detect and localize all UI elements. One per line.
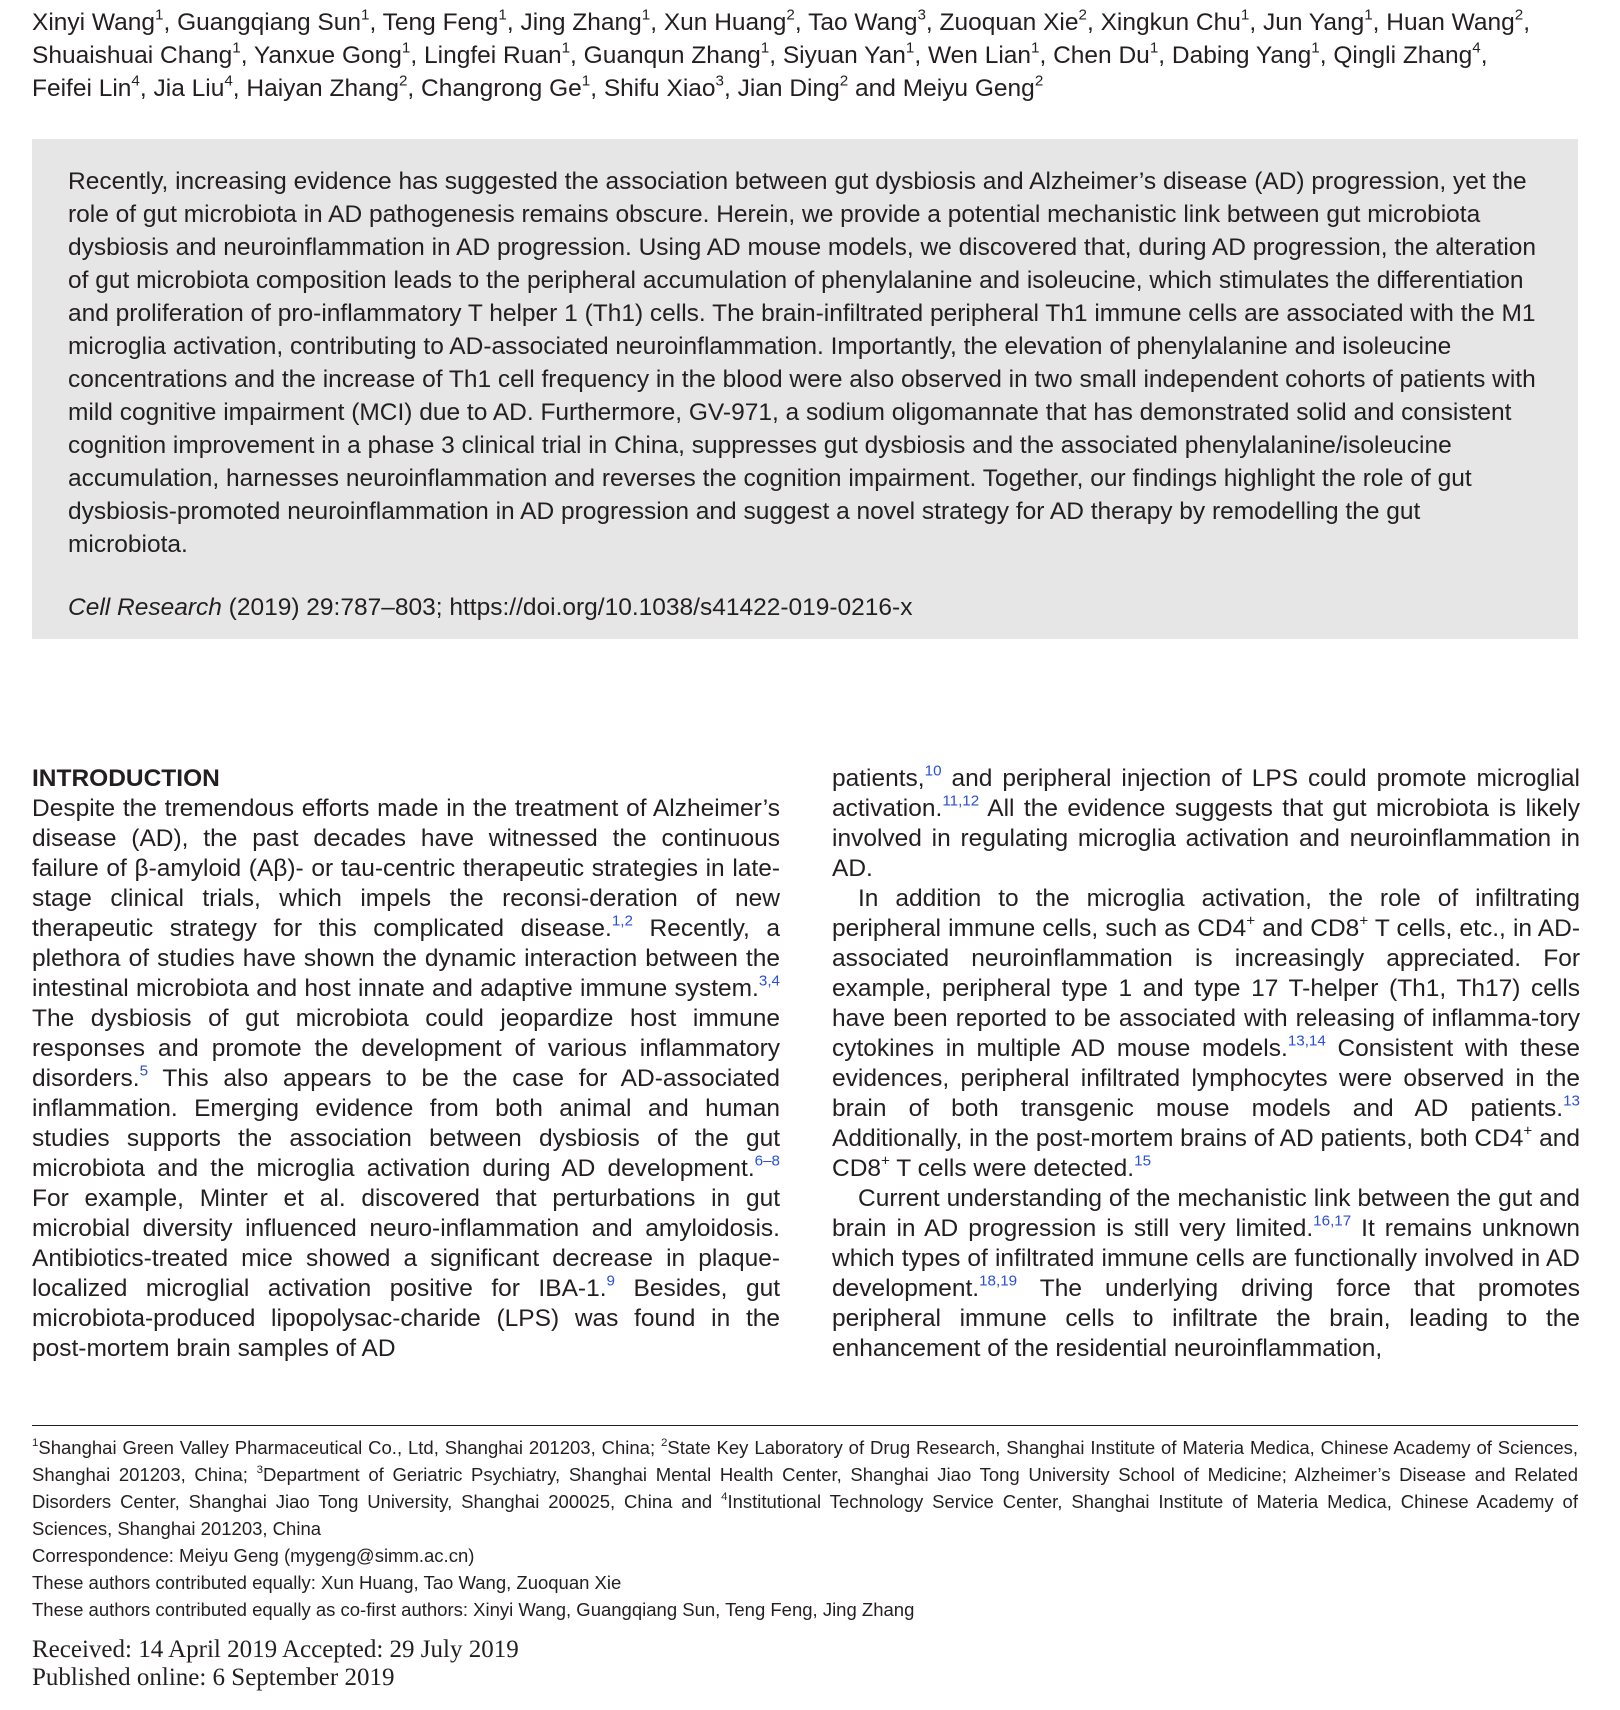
author-name-text: Jian Ding — [737, 75, 840, 102]
author-name: Guanqun Zhang$^1$, — [583, 39, 777, 69]
affiliation-marker: 1 — [498, 6, 507, 24]
author-name-text: Meiyu Geng — [902, 75, 1035, 102]
right-column-paragraphs — [832, 764, 1580, 1364]
author-name: Shifu Xiao$^3$, — [603, 72, 731, 102]
affiliation-marker: 2 — [839, 72, 849, 90]
abstract-box — [32, 139, 1578, 639]
author-name-text: Lingfei Ruan — [424, 42, 562, 69]
journal-name: Cell Research — [68, 594, 222, 621]
citation-link[interactable]: 5 — [139, 1062, 149, 1080]
citation-details: (2019) 29:787–803; https://doi.org/10.1038/s41422-019-0216-x — [221, 594, 913, 621]
text-run: and CD8 — [1255, 915, 1360, 942]
author-name: Shuaishuai Chang$^1$, — [32, 39, 248, 69]
footnote-line — [32, 1542, 1578, 1569]
text-run: Institutional Technology Service Center, Shanghai Institute of Materia Medica, Chinese Academy of Sciences, Shanghai 201203, China — [32, 1491, 1578, 1539]
author-name: Siyuan Yan$^1$, — [782, 39, 922, 69]
superscript: 3 — [256, 1463, 263, 1476]
affiliation-marker: 1 — [1311, 39, 1320, 57]
author-name: Jun Yang$^1$, — [1262, 6, 1380, 36]
author-name-text: Xinyi Wang — [32, 9, 156, 36]
published-date: Published online: 6 September 2019 — [32, 1664, 395, 1691]
superscript: + — [1246, 912, 1256, 930]
footnotes — [32, 1434, 1578, 1623]
affiliation-marker: 1 — [361, 6, 370, 24]
text-run: Department of Geriatric Psychiatry, Shanghai Mental Health Center, Shanghai Jiao Tong University School of Medicine; Alzheimer’s Disease and Related Disorders Center, Shanghai Jiao Tong University, Shanghai 200025, China and — [32, 1464, 1579, 1512]
citation-link[interactable]: 13,14 — [1287, 1032, 1326, 1050]
body-paragraph — [32, 794, 780, 1364]
author-name-text: Feifei Lin — [32, 75, 132, 102]
text-run: The underlying driving force that promotes peripheral immune cells to infiltrate the brain, leading to the enhancement of the residential neuroinflammation, — [832, 1275, 1580, 1362]
text-run: patients, — [832, 765, 925, 792]
author-name: Xingkun Chu$^1$, — [1100, 6, 1257, 36]
citation-link[interactable]: 13 — [1563, 1092, 1580, 1110]
citation-link[interactable]: 11,12 — [942, 792, 980, 810]
affiliation-marker: 2 — [786, 6, 795, 24]
text-run: This also appears to be the case for AD-associated inflammation. Emerging evidence from both animal and human studies supports the association between dysbiosis of the gut microbiota and the microglia activation during AD development. — [32, 1065, 780, 1182]
author-name: Yanxue Gong$^1$, — [253, 39, 418, 69]
text-run: State Key Laboratory of Drug Research, Shanghai Institute of Materia Medica, Chinese Academy of Sciences, Shanghai 201203, China; — [32, 1437, 1578, 1485]
author-name: Zuoquan Xie$^2$, — [939, 6, 1094, 36]
affiliation-marker: 2 — [1034, 72, 1044, 90]
text-run: The dysbiosis of gut microbiota could jeopardize host immune responses and promote the development of various inflammatory disorders. — [32, 1005, 780, 1092]
author-name-text: Zuoquan Xie — [939, 9, 1079, 36]
article-dates — [32, 1636, 519, 1692]
citation-link[interactable]: 3,4 — [758, 972, 780, 990]
author-list: Xinyi Wang$^1$, Guangqiang Sun$^1$, Teng Feng$^1$, Jing Zhang$^1$, Xun Huang$^2$, Tao Wang$^3$, Zuoquan Xie$^2$, Xingkun Chu$^1$, Jun Yang$^1$, Huan Wang$^2$, Shuaishuai Chang$^1$, Yanxue Gong$^1$, Lingfei Ruan$^1$, Guanqun Zhang$^1$, Siyuan Yan$^1$, Wen Lian$^1$, Chen Du$^1$, Dabing Yang$^1$, Qingli Zhang$^4$, Feifei Lin$^4$, Jia Liu$^4$, Haiyan Zhang$^2$, Changrong Ge$^1$, Shifu Xiao$^3$, Jian Ding$^2$ and Meiyu Geng$^2$ — [32, 6, 1531, 102]
text-run: Additionally, in the post-mortem brains of AD patients, both CD4 — [832, 1125, 1524, 1152]
author-name: Qingli Zhang$^4$, — [1333, 39, 1488, 69]
author-name-text: Chen Du — [1053, 42, 1150, 69]
author-name-text: Jing Zhang — [520, 9, 642, 36]
footnote-line — [32, 1569, 1578, 1596]
author-name-text: Changrong Ge — [421, 75, 582, 102]
text-run: Despite the tremendous efforts made in the treatment of Alzheimer’s disease (AD), the past decades have witnessed the continuous failure of β-amyloid (Aβ)- or tau-centric therapeutic strategies in late-stage clinical trials, which impels the reconsi-deration of new therapeutic strategy for this complicated disease. — [32, 795, 780, 942]
superscript: 1 — [32, 1436, 39, 1449]
affiliation-marker: 3 — [917, 6, 926, 24]
received-accepted-dates: Received: 14 April 2019 Accepted: 29 July 2019 — [32, 1636, 519, 1663]
author-name-text: Guanqun Zhang — [583, 42, 761, 69]
author-name-text: Shifu Xiao — [603, 75, 716, 102]
body-paragraph — [832, 764, 1580, 884]
body-paragraph — [832, 1184, 1580, 1364]
citation-link[interactable]: 16,17 — [1313, 1212, 1352, 1230]
affiliation-marker: 1 — [401, 39, 411, 57]
author-name: Wen Lian$^1$, — [927, 39, 1047, 69]
author-name-text: Tao Wang — [808, 9, 918, 36]
citation-link[interactable]: 18,19 — [979, 1272, 1018, 1290]
author-name-text: Qingli Zhang — [1333, 42, 1473, 69]
footnote-line — [32, 1596, 1578, 1623]
author-name: Feifei Lin$^4$, — [32, 72, 147, 102]
author-name-text: Jun Yang — [1262, 9, 1365, 36]
affiliation-marker: 1 — [581, 72, 591, 90]
author-name — [737, 72, 849, 102]
text-run: and CD8 — [832, 1125, 1580, 1182]
author-name-text: Yanxue Gong — [253, 42, 402, 69]
author-name — [902, 72, 1044, 102]
affiliation-marker: 1 — [1240, 6, 1250, 24]
affiliation-marker: 1 — [760, 39, 770, 57]
text-run: Recently, a plethora of studies have shown the dynamic interaction between the intestinal microbiota and host innate and adaptive immune system. — [32, 915, 780, 1002]
author-name-text: Guangqiang Sun — [177, 9, 361, 36]
citation-link[interactable]: 6–8 — [754, 1152, 780, 1170]
author-name-text: Shuaishuai Chang — [32, 42, 233, 69]
author-name: Jing Zhang$^1$, — [520, 6, 657, 36]
text-run: It remains unknown which types of infiltrated immune cells are functionally involved in AD development. — [832, 1215, 1580, 1302]
affiliation-marker: 4 — [131, 72, 140, 90]
abstract-text: Recently, increasing evidence has suggested the association between gut dysbiosis and Alzheimer’s disease (AD) progression, yet the role of gut microbiota in AD pathogenesis remains obscure. Herein, we provide a potential mechanistic link between gut microbiota dysbiosis and neuroinflammation in AD progression. Using AD mouse models, we discovered that, during AD progression, the alteration of gut microbiota composition leads to the peripheral accumulation of phenylalanine and isoleucine, which stimulates the differentiation and proliferation of pro-inflammatory T helper 1 (Th1) cells. The brain-infiltrated peripheral Th1 immune cells are associated with the M1 microglia activation, contributing to AD-associated neuroinflammation. Importantly, the elevation of phenylalanine and isoleucine concentrations and the increase of Th1 cell frequency in the blood were also observed in two small independent cohorts of patients with mild cognitive impairment (MCI) due to AD. Furthermore, GV-971, a sodium oligomannate that has demonstrated solid and consistent cognition improvement in a phase 3 clinical trial in China, suppresses gut dysbiosis and the associated phenylalanine/isoleucine accumulation, harnesses neuroinflammation and reverses the cognition impairment. Together, our findings highlight the role of gut dysbiosis-promoted neuroinflammation in AD progression and suggest a novel strategy for AD therapy by remodelling the gut microbiota. — [68, 168, 1537, 558]
affiliation-marker: 1 — [1364, 6, 1373, 24]
affiliation-marker: 1 — [641, 6, 651, 24]
text-run: Consistent with these evidences, peripheral infiltrated lymphocytes were observed in the brain of both transgenic mouse models and AD patients. — [832, 1035, 1580, 1122]
author-name: Chen Du$^1$, — [1053, 39, 1166, 69]
text-run: T cells, etc., in AD-associated neuroinflammation is increasingly appreciated. For example, peripheral type 1 and type 17 T-helper (Th1, Th17) cells have been reported to be associated with releasing of inflamma-tory cytokines in multiple AD mouse models. — [832, 915, 1580, 1062]
affiliation-marker: 4 — [1472, 39, 1481, 57]
author-name-text: Teng Feng — [382, 9, 499, 36]
text-run: Shanghai Green Valley Pharmaceutical Co., Ltd, Shanghai 201203, China; — [38, 1437, 662, 1458]
citation-link[interactable]: 9 — [606, 1272, 615, 1290]
author-name: Xinyi Wang$^1$, — [32, 6, 171, 36]
affiliation-marker: 3 — [715, 72, 724, 90]
text-run: T cells were detected. — [889, 1155, 1135, 1182]
text-run: Correspondence: Meiyu Geng (mygeng@simm.ac.cn) — [32, 1545, 475, 1566]
author-name-text: Xun Huang — [663, 9, 787, 36]
author-name-text: Xingkun Chu — [1100, 9, 1241, 36]
section-heading-introduction: INTRODUCTION — [32, 765, 220, 792]
affiliation-marker: 1 — [1031, 39, 1040, 57]
author-name: Teng Feng$^1$, — [382, 6, 514, 36]
text-run: and peripheral injection of LPS could promote microglial activation. — [832, 765, 1580, 822]
author-name: Jia Liu$^4$, — [153, 72, 240, 102]
affiliation-marker: 2 — [1078, 6, 1087, 24]
author-name: Dabing Yang$^1$, — [1171, 39, 1327, 69]
affiliation-marker: 1 — [1149, 39, 1159, 57]
footnote-divider — [32, 1425, 1578, 1426]
journal-citation — [68, 591, 912, 624]
author-name-text: Haiyan Zhang — [246, 75, 399, 102]
author-name-text: Dabing Yang — [1171, 42, 1312, 69]
author-name-text: Siyuan Yan — [782, 42, 906, 69]
author-name: Tao Wang$^3$, — [808, 6, 933, 36]
citation-link[interactable]: 15 — [1134, 1152, 1152, 1170]
affiliation-marker: 1 — [561, 39, 571, 57]
text-run: For example, Minter et al. discovered that perturbations in gut microbial diversity influenced neuro-inflammation and amyloidosis. Antibiotics-treated mice showed a significant decrease in plaque-localized microglial activation positive for IBA-1. — [32, 1185, 780, 1302]
affiliation-marker: 4 — [224, 72, 233, 90]
affiliation-marker: 2 — [398, 72, 408, 90]
body-column-right — [832, 764, 1580, 1364]
text-run: Besides, gut microbiota-produced lipopolysac-charide (LPS) was found in the post-mortem brain samples of AD — [32, 1275, 780, 1362]
citation-link[interactable]: 1,2 — [611, 912, 633, 930]
author-name: Haiyan Zhang$^2$, — [246, 72, 415, 102]
author-name-text: Jia Liu — [153, 75, 225, 102]
text-run: These authors contributed equally: Xun Huang, Tao Wang, Zuoquan Xie — [32, 1572, 622, 1593]
left-column-paragraphs — [32, 794, 780, 1364]
superscript: + — [881, 1152, 890, 1170]
affiliation-marker: 1 — [232, 39, 241, 57]
author-name: Guangqiang Sun$^1$, — [177, 6, 377, 36]
superscript: 4 — [721, 1490, 728, 1503]
affiliation-marker: 2 — [1514, 6, 1524, 24]
author-name-text: Huan Wang — [1386, 9, 1515, 36]
superscript: + — [1359, 912, 1369, 930]
author-name: Huan Wang$^2$, — [1386, 6, 1531, 36]
superscript: 2 — [661, 1436, 668, 1449]
affiliation-marker: 1 — [905, 39, 915, 57]
author-name: Lingfei Ruan$^1$, — [424, 39, 577, 69]
citation-link[interactable]: 10 — [924, 762, 942, 780]
text-run: All the evidence suggests that gut microbiota is likely involved in regulating microglia activation and neuroinflammation in AD. — [832, 795, 1580, 882]
author-name: Xun Huang$^2$, — [663, 6, 802, 36]
author-name: Changrong Ge$^1$, — [421, 72, 598, 102]
body-paragraph — [832, 884, 1580, 1184]
text-run: In addition to the microglia activation, the role of infiltrating peripheral immune cells, such as CD4 — [832, 885, 1580, 942]
affiliation-marker: 1 — [155, 6, 164, 24]
text-run: These authors contributed equally as co-first authors: Xinyi Wang, Guangqiang Sun, Teng Feng, Jing Zhang — [32, 1599, 915, 1620]
body-column-left — [32, 764, 780, 1364]
text-run: Current understanding of the mechanistic link between the gut and brain in AD progression is still very limited. — [832, 1185, 1580, 1242]
affiliations-footnote — [32, 1434, 1578, 1542]
superscript: + — [1523, 1122, 1533, 1140]
author-name-text: Wen Lian — [927, 42, 1032, 69]
